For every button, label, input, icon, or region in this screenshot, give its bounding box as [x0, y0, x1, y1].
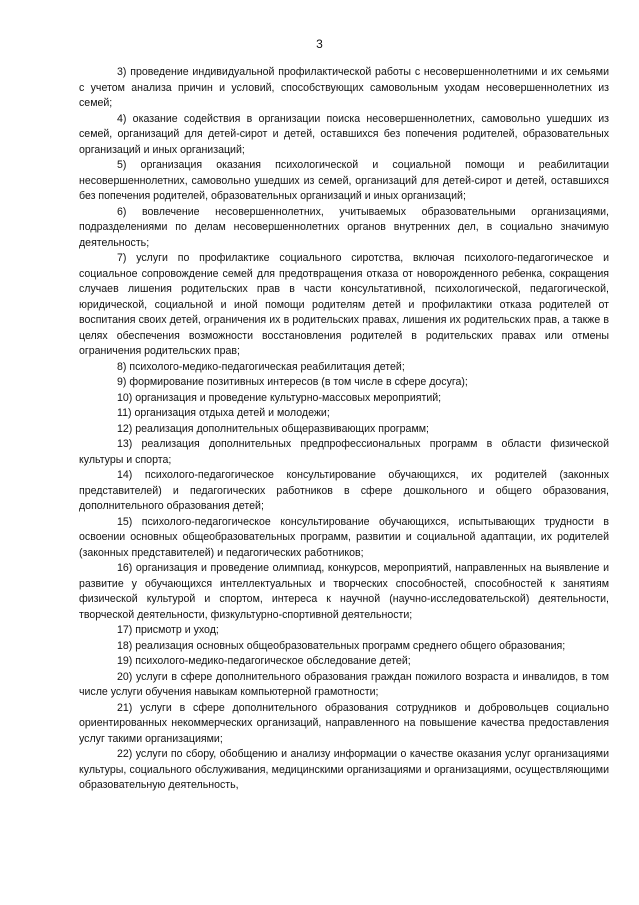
list-item-4: 4) оказание содействия в организации поиска несовершеннолетних, самовольно ушедших из семей, организаций для детей-сирот и детей, оставшихся без попечения родителей, образовательных организаций и иных организаций; [79, 112, 609, 156]
list-item-21: 21) услуги в сфере дополнительного образования сотрудников и добровольцев социально ориентированных некоммерческих организаций, направленного на повышение качества предоставления услуг такими организациями; [79, 701, 609, 745]
list-item-5: 5) организация оказания психологической и социальной помощи и реабилитации несовершеннолетних, самовольно ушедших из семей, организаций для детей-сирот и детей, оставшихся без попечения родителей, образовательных организаций и иных организаций; [79, 159, 609, 202]
list-item-19: 19) психолого-медико-педагогическое обследование детей; [117, 655, 411, 667]
list-item-20: 20) услуги в сфере дополнительного образования граждан пожилого возраста и инвалидов, в том числе услуги обучения навыкам компьютерной грамотности; [79, 670, 609, 698]
list-item-6: 6) вовлечение несовершеннолетних, учитываемых образовательными организациями, подразделениями по делам несовершеннолетних органов внутренних дел, в социально значимую деятельность; [79, 205, 609, 249]
document-body [79, 65, 609, 794]
list-item-12: 12) реализация дополнительных общеразвивающих программ; [117, 422, 429, 435]
list-item-10: 10) организация и проведение культурно-массовых мероприятий; [117, 391, 442, 404]
list-item-11: 11) организация отдыха детей и молодежи; [117, 407, 330, 419]
list-item-17: 17) присмотр и уход; [117, 624, 219, 636]
list-item-3: 3) проведение индивидуальной профилактической работы с несовершеннолетними и их семьями с учетом анализа причин и условий, способствующих самовольным уходам несовершеннолетних из семей; [79, 66, 609, 109]
list-item-7: 7) услуги по профилактике социального сиротства, включая психолого-педагогическое и социальное сопровождение семей для предотвращения отказа от новорожденного ребенка, сокращения случаев лишения родительских прав в части консультативной, психологической, педагогической, юридической, социальной и иной помощи родителям детей и профилактики отказа родителей от воспитания своих детей, ограничения их в родительских правах, лишения их родительских прав, а также в целях обеспечения возможности восстановления родителей в родительских правах или отмены ограничения родительских прав; [79, 252, 609, 357]
list-item-8: 8) психолого-медико-педагогическая реабилитация детей; [117, 360, 405, 373]
list-item-22: 22) услуги по сбору, обобщению и анализу информации о качестве оказания услуг организациями культуры, социального обслуживания, медицинскими организациями и организациями, осуществляющими образовательную деятельность, [79, 748, 609, 791]
list-item-13: 13) реализация дополнительных предпрофессиональных программ в области физической культуры и спорта; [79, 438, 609, 466]
list-item-9: 9) формирование позитивных интересов (в том числе в сфере досуга); [117, 376, 468, 388]
list-item-15: 15) психолого-педагогическое консультирование обучающихся, испытывающих трудности в освоении основных общеобразовательных программ, развитии и социальной адаптации, их родителей (законных представителей) и педагогических работников; [79, 515, 609, 559]
list-item-16: 16) организация и проведение олимпиад, конкурсов, мероприятий, направленных на выявление и развитие у обучающихся интеллектуальных и творческих способностей, способностей к занятиям физической культурой и спортом, интереса к научной (научно-исследовательской) деятельности, творческой деятельности, физкультурно-спортивной деятельности; [79, 562, 609, 621]
list-item-18: 18) реализация основных общеобразовательных программ среднего общего образования; [117, 639, 566, 652]
list-item-14: 14) психолого-педагогическое консультирование обучающихся, их родителей (законных представителей) и педагогических работников в сфере дошкольного и общего образования, дополнительного образования детей; [79, 469, 609, 512]
page-number: 3 [316, 37, 323, 51]
